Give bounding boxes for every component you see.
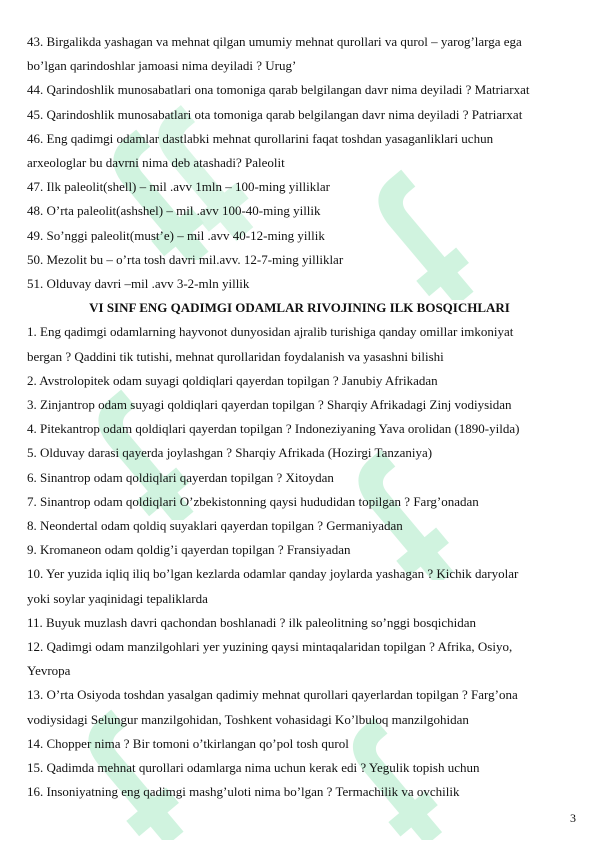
text-line: 13. O’rta Osiyoda toshdan yasalgan qadimiy mehnat qurollari qayerlardan topilgan ? Farg’ona: [27, 687, 518, 703]
text-line: 16. Insoniyatning eng qadimgi mashg’uloti nima bo’lgan ? Termachilik va ovchilik: [27, 784, 460, 800]
text-line: 3. Zinjantrop odam suyagi qoldiqlari qayerdan topilgan ? Sharqiy Afrikadagi Zinj vodiysidan: [27, 397, 512, 413]
text-line: 5. Olduvay darasi qayerda joylashgan ? Sharqiy Afrikada (Hozirgi Tanzaniya): [27, 445, 433, 461]
text-line: bergan ? Qaddini tik tutishi, mehnat qurollaridan foydalanish va yasashni bilishi: [27, 348, 444, 364]
text-line: 7. Sinantrop odam qoldiqlari O’zbekistonning qaysi hududidan topilgan ? Farg’onadan: [27, 493, 479, 509]
document-body: [27, 30, 572, 805]
text-line: 48. O’rta paleolit(ashshel) – mil .avv 100-40-ming yillik: [27, 203, 321, 219]
text-line: 44. Qarindoshlik munosabatlari ona tomoniga qarab belgilangan davr nima deyiladi ? Matriarxat: [27, 82, 530, 98]
text-line: 14. Chopper nima ? Bir tomoni o’tkirlangan qo’pol tosh qurol: [27, 735, 349, 751]
text-line: Yevropa: [27, 663, 71, 679]
page-number: 3: [570, 811, 576, 825]
text-line: 8. Neondertal odam qoldiq suyaklari qayerdan topilgan ? Germaniyadan: [27, 518, 403, 534]
text-line: 9. Kromaneon odam qoldig’i qayerdan topilgan ? Fransiyadan: [27, 542, 351, 558]
text-line: 46. Eng qadimgi odamlar dastlabki mehnat qurollarini faqat toshdan yasaganliklari uchun: [27, 130, 494, 146]
text-line: 2. Avstrolopitek odam suyagi qoldiqlari qayerdan topilgan ? Janubiy Afrikadan: [27, 372, 438, 388]
text-line: 15. Qadimda mehnat qurollari odamlarga nima uchun kerak edi ? Yegulik topish uchun: [27, 760, 480, 776]
text-line: 49. So’nggi paleolit(must’e) – mil .avv 40-12-ming yillik: [27, 227, 325, 243]
text-line: yoki soylar yaqinidagi tepaliklarda: [27, 590, 208, 606]
text-line: bo’lgan qarindoshlar jamoasi nima deyiladi ? Urug’: [27, 58, 297, 74]
text-line: 1. Eng qadimgi odamlarning hayvonot dunyosidan ajralib turishiga qanday omillar imkoniyat: [27, 324, 514, 340]
text-line: vodiysidagi Selungur manzilgohidan, Toshkent vohasidagi Ko’lbuloq manzilgohidan: [27, 711, 469, 727]
text-line: arxeologlar bu davrni nima deb atashadi? Paleolit: [27, 155, 285, 171]
section-heading: VI SINF ENG QADIMGI ODAMLAR RIVOJINING ILK BOSQICHLARI: [89, 300, 510, 316]
text-line: 45. Qarindoshlik munosabatlari ota tomoniga qarab belgilangan davr nima deyiladi ? Patriarxat: [27, 106, 523, 122]
text-line: 51. Olduvay davri –mil .avv 3-2-mln yillik: [27, 276, 250, 292]
text-line: 43. Birgalikda yashagan va mehnat qilgan umumiy mehnat qurollari va qurol – yarog’larga ega: [27, 34, 522, 49]
text-line: 10. Yer yuzida iqliq iliq bo’lgan kezlarda odamlar qanday joylarda yashagan ? Kichik daryolar: [27, 566, 519, 582]
text-line: 11. Buyuk muzlash davri qachondan boshlanadi ? ilk paleolitning so’nggi bosqichidan: [27, 614, 477, 630]
text-line: 50. Mezolit bu – o’rta tosh davri mil.avv. 12-7-ming yilliklar: [27, 251, 344, 267]
text-line: 6. Sinantrop odam qoldiqlari qayerdan topilgan ? Xitoydan: [27, 469, 334, 485]
text-line: 47. Ilk paleolit(shell) – mil .avv 1mln – 100-ming yilliklar: [27, 179, 330, 195]
text-line: 4. Pitekantrop odam qoldiqlari qayerdan topilgan ? Indoneziyaning Yava orolidan (1890-yilda): [27, 421, 520, 437]
text-line: 12. Qadimgi odam manzilgohlari yer yuzining qaysi mintaqalaridan topilgan ? Afrika, Osiyo,: [27, 639, 513, 655]
